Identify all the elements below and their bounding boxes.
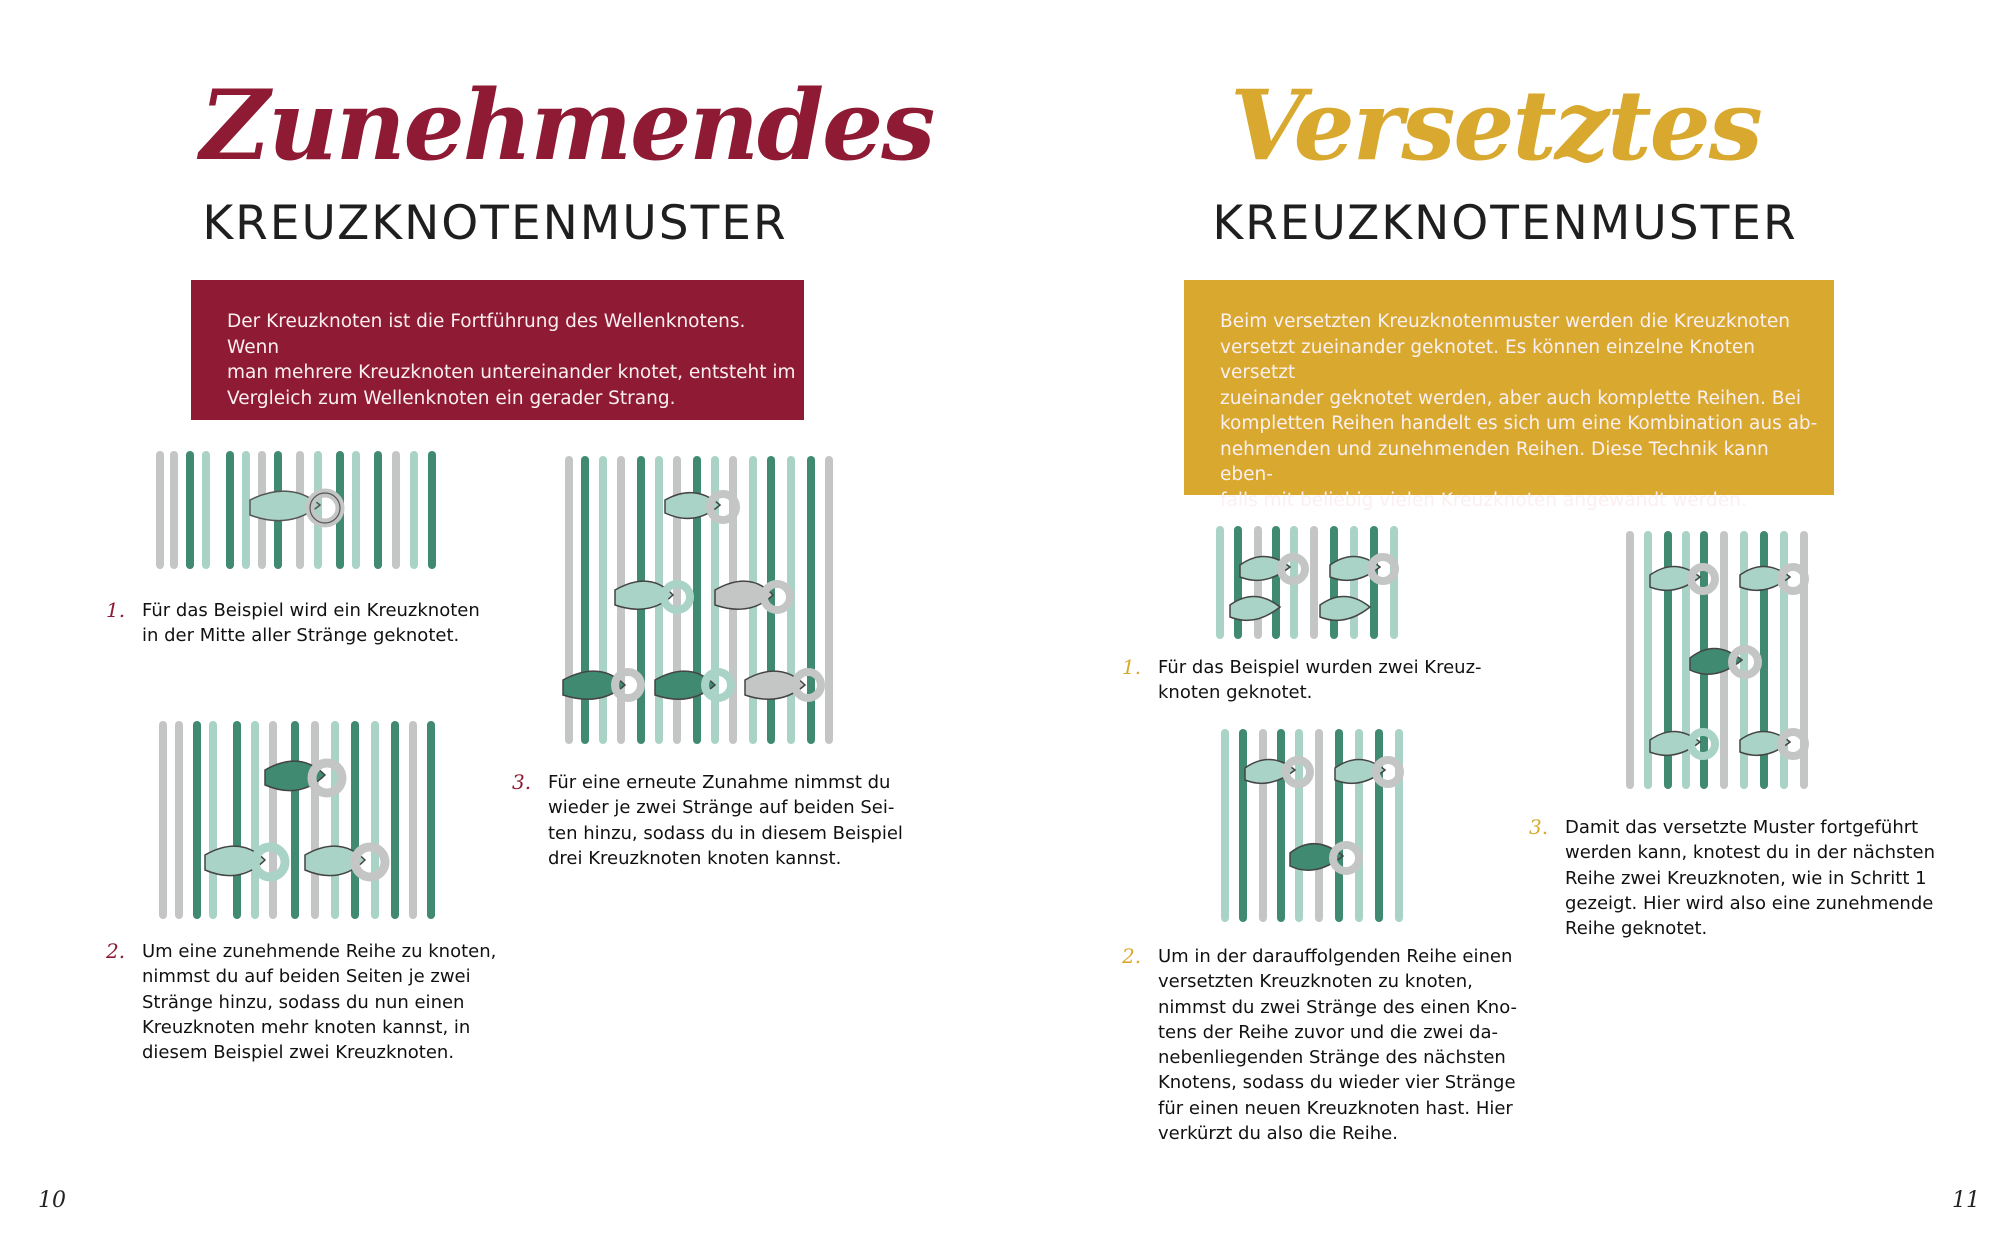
left-title-script: Zunehmendes	[200, 69, 934, 182]
right-intro-paragraph: Beim versetzten Kreuzknotenmuster werden die Kreuzknoten versetzt zueinander geknotet. Es können einzelne Knoten versetzt zueinander geknotet werden, aber auch komplette Reihen. Bei kompletten Reihen handelt es sich um eine Kombination aus ab- nehmenden und zunehmenden Reihen. Diese Technik kann eben- falls mit beliebig vielen Kreuzknoten angewandt werden.	[1220, 311, 1818, 511]
right-step-1	[1122, 655, 1538, 706]
left-illustration-step-2	[155, 720, 440, 920]
right-step-2	[1122, 944, 1548, 1146]
right-step-3-number: 3.	[1529, 815, 1549, 839]
right-step-1-number: 1.	[1122, 655, 1142, 679]
left-illus-3-svg	[555, 455, 840, 745]
left-step-2	[106, 939, 512, 1065]
right-illus-3-svg	[1620, 530, 1820, 790]
left-page-number: 10	[38, 1188, 66, 1213]
left-step-1-text: Für das Beispiel wird ein Kreuzknoten in der Mitte aller Stränge geknotet.	[142, 600, 480, 647]
right-illustration-step-3	[1620, 530, 1820, 790]
left-intro-paragraph: Der Kreuzknoten ist die Fortführung des Wellenknotens. Wenn man mehrere Kreuzknoten untereinander knotet, entsteht im Vergleich zum Wellenknoten ein gerader Strang.	[227, 311, 796, 409]
left-step-3	[512, 770, 928, 871]
left-illustration-step-3	[555, 455, 840, 745]
right-illustration-step-1	[1210, 525, 1415, 640]
left-step-3-number: 3.	[512, 770, 532, 794]
right-step-3	[1529, 815, 1985, 941]
right-step-2-number: 2.	[1122, 944, 1142, 968]
left-step-2-number: 2.	[106, 939, 126, 963]
right-intro-text	[1220, 309, 1820, 513]
right-illustration-step-2	[1215, 728, 1415, 923]
right-illus-2-svg	[1215, 728, 1415, 923]
right-page-number: 11	[1952, 1188, 1980, 1213]
left-step-2-text: Um eine zunehmende Reihe zu knoten, nimmst du auf beiden Seiten je zwei Stränge hinzu, sodass du nun einen Kreuzknoten mehr knoten kannst, in diesem Beispiel zwei Kreuzknoten.	[142, 941, 497, 1064]
left-illus-1-svg	[150, 450, 445, 570]
left-intro-text	[227, 309, 797, 411]
left-illustration-step-1	[150, 450, 445, 570]
right-illus-1-svg	[1210, 525, 1415, 640]
left-step-3-text: Für eine erneute Zunahme nimmst du wieder je zwei Stränge auf beiden Sei- ten hinzu, sodass du in diesem Beispiel drei Kreuzknoten knoten kannst.	[548, 772, 903, 869]
left-step-1-number: 1.	[106, 598, 126, 622]
right-title-script: Versetztes	[1230, 69, 1761, 182]
right-step-1-text: Für das Beispiel wurden zwei Kreuz- knoten geknotet.	[1158, 657, 1482, 704]
left-title-sub: KREUZKNOTENMUSTER	[202, 196, 788, 251]
right-step-2-text: Um in der darauffolgenden Reihe einen versetzten Kreuzknoten zu knoten, nimmst du zwei Stränge des einen Kno- tens der Reihe zuvor und die zwei da- nebenliegenden Stränge des nächsten Knotens, sodass du wieder vier Stränge für einen neuen Kreuzknoten hast. Hier verkürzt du also die Reihe.	[1158, 946, 1518, 1145]
right-title-sub: KREUZKNOTENMUSTER	[1212, 196, 1798, 251]
left-illus-2-svg	[155, 720, 440, 920]
right-step-3-text: Damit das versetzte Muster fortgeführt werden kann, knotest du in der nächsten Reihe zwei Kreuzknoten, wie in Schritt 1 gezeigt. Hier wird also eine zunehmende Reihe geknotet.	[1565, 817, 1936, 940]
left-step-1	[106, 598, 512, 649]
